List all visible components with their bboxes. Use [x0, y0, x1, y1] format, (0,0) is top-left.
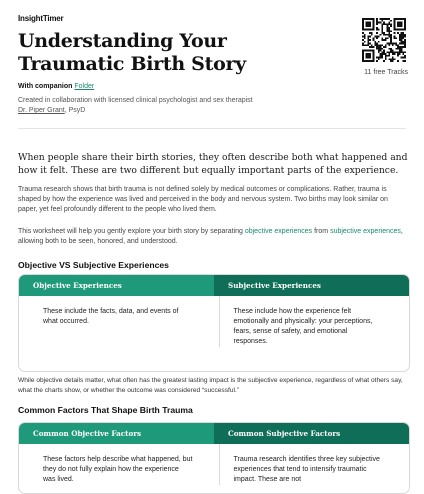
collab-prefix: Created in collaboration with licensed clinical psychologist and sex therapist — [18, 97, 253, 104]
subjective-factors-text: Trauma research identifies three key subjective experiences that tend to intensify traumatic impact. These are not — [233, 456, 380, 483]
header-divider — [18, 128, 406, 129]
body-paragraph-1: Trauma research shows that birth trauma is not defined solely by medical outcomes or complications. Rather, trauma is shaped by how the experience was lived and perceived in the body and nervous system. Two births may look similar on paper, yet feel profoundly different to the people who lived them. — [18, 186, 388, 213]
experiences-table-row — [19, 296, 409, 347]
collab-author-link[interactable]: Dr. Piper Grant — [18, 107, 65, 114]
objective-factors-header: Common Objective Factors — [19, 423, 214, 444]
companion-prefix: With companion — [18, 83, 73, 90]
body-paragraph-2 — [18, 227, 408, 247]
companion-line — [18, 83, 94, 90]
collab-suffix: , PsyD — [64, 107, 86, 114]
factors-table-row — [19, 444, 409, 485]
section-heading-factors: Common Factors That Shape Birth Trauma — [18, 405, 193, 415]
insight-timer-logo: InsightTimer — [18, 14, 64, 23]
objective-experiences-cell — [19, 296, 220, 347]
subjective-experiences-term: subjective experiences — [330, 228, 401, 235]
experiences-table — [18, 274, 410, 372]
subjective-experiences-header: Subjective Experiences — [214, 275, 409, 296]
objective-experiences-text: These include the facts, data, and events of what occurred. — [43, 308, 179, 325]
objective-experiences-header: Objective Experiences — [19, 275, 214, 296]
companion-folder-link[interactable]: Folder — [74, 83, 95, 90]
objective-factors-text: These factors help describe what happened, but they do not fully explain how the experience was lived. — [43, 456, 193, 483]
section-heading-experiences: Objective VS Subjective Experiences — [18, 260, 169, 270]
experiences-table-header — [19, 275, 409, 296]
p2-text-b: from — [312, 228, 331, 235]
factors-table-header — [19, 423, 409, 444]
free-tracks-count: 11 free Tracks — [364, 69, 408, 76]
qr-code-icon[interactable] — [362, 18, 406, 62]
p2-text-c: , allowing both to be seen, honored, and understood. — [18, 228, 403, 245]
subjective-experiences-cell — [220, 296, 410, 347]
objective-experiences-term: objective experiences — [244, 228, 313, 235]
subjective-factors-cell — [220, 444, 410, 485]
between-paragraph: While objective details matter, what often has the greatest lasting impact is the subjective experience, regardless of what others say, what the charts show, or whether the outcome was considered “successful.” — [18, 377, 403, 394]
subjective-experiences-text: These include how the experience felt emotionally and physically: your perceptions, fears, sense of safety, and emotional responses. — [233, 308, 373, 345]
factors-table — [18, 422, 410, 494]
objective-factors-cell — [19, 444, 220, 485]
page-title: Understanding Your Traumatic Birth Story — [18, 30, 246, 75]
subjective-factors-header: Common Subjective Factors — [214, 423, 409, 444]
lead-paragraph: When people share their birth stories, they often describe both what happened and how it felt. These are two different but equally important parts of the experience. — [18, 152, 408, 176]
p2-text-a: This worksheet will help you gently explore your birth story by separating — [18, 228, 245, 235]
collaboration-credit — [18, 96, 258, 116]
